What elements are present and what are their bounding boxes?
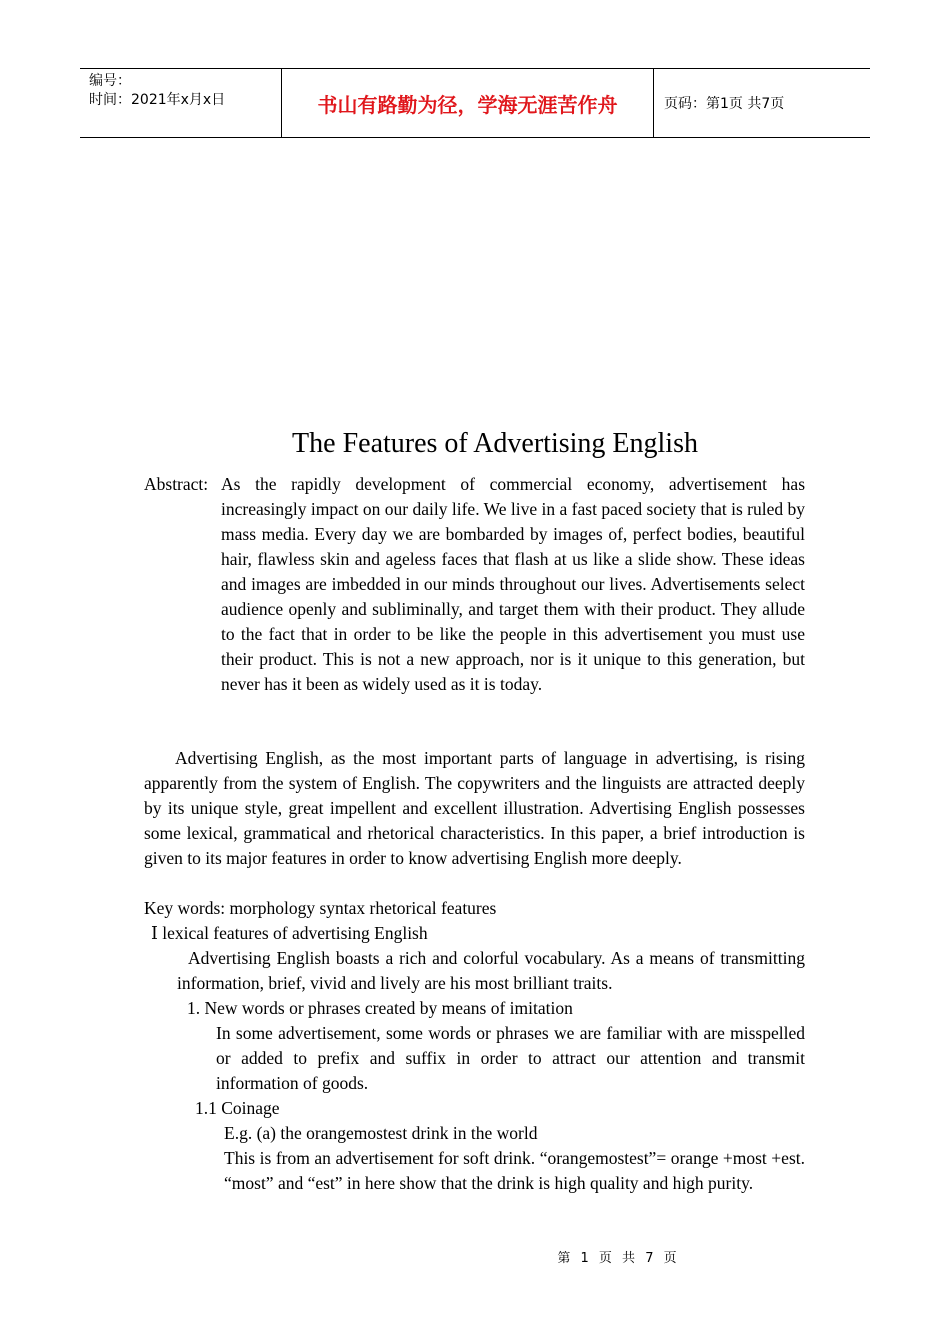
section-heading: Ⅰ lexical features of advertising English: [151, 923, 428, 943]
abstract-body: As the rapidly development of commercial economy, advertisement has increasingly impact on our daily life. We live in a fast paced society that is ruled by mass media. Every day we are bombarded by images of, perfect bodies, beautiful hair, flawless skin and ageless faces that flash at us like a slide show. These ideas and images are imbedded in our minds throughout our lives. Advertisements select audience openly and subliminally, and target them with their product. They allude to the fact that in order to be like the people in this advertisement you must use their product. This is not a new approach, nor is it unique to this generation, but never has it been as widely used as it is today.: [221, 474, 805, 694]
header-table: [80, 68, 870, 138]
header-motto: 书山有路勤为径，学海无涯苦作舟: [281, 69, 654, 137]
document-title: The Features of Advertising English: [292, 428, 698, 459]
list-item-paragraph: In some advertisement, some words or phrases we are familiar with are misspelled or added to prefix and suffix in order to attract our attention and transmit information of goods.: [216, 1023, 805, 1093]
subsection-heading: 1.1 Coinage: [195, 1098, 280, 1118]
intro-paragraph: Advertising English, as the most important parts of language in advertising, is rising apparently from the system of English. The copywriters and the linguists are attracted deeply by its unique style, great impellent and excellent illustration. Advertising English possesses some lexical, grammatical and rhetorical characteristics. In this paper, a brief introduction is given to its major features in order to know advertising English more deeply.: [144, 748, 805, 868]
header-meta-cell: [80, 69, 281, 137]
page-footer: 第 1 页 共 7 页: [557, 1251, 677, 1266]
keywords: Key words: morphology syntax rhetorical features: [144, 898, 497, 918]
time-label: 时间：2021年x月x日: [89, 92, 226, 108]
section-paragraph: Advertising English boasts a rich and colorful vocabulary. As a means of transmitting information, brief, vivid and lively are his most brilliant traits.: [177, 948, 805, 993]
number-label: 编号：: [89, 73, 131, 89]
example-explanation: This is from an advertisement for soft drink. “orangemostest”= orange +most +est. “most” and “est” in here show that the drink is high quality and high purity.: [224, 1148, 805, 1193]
list-item-heading: 1. New words or phrases created by means of imitation: [187, 998, 573, 1018]
example-line: E.g. (a) the orangemostest drink in the world: [224, 1123, 538, 1143]
header-page-info: 页码：第1页 共7页: [664, 96, 785, 112]
abstract-label: Abstract:: [144, 474, 209, 494]
